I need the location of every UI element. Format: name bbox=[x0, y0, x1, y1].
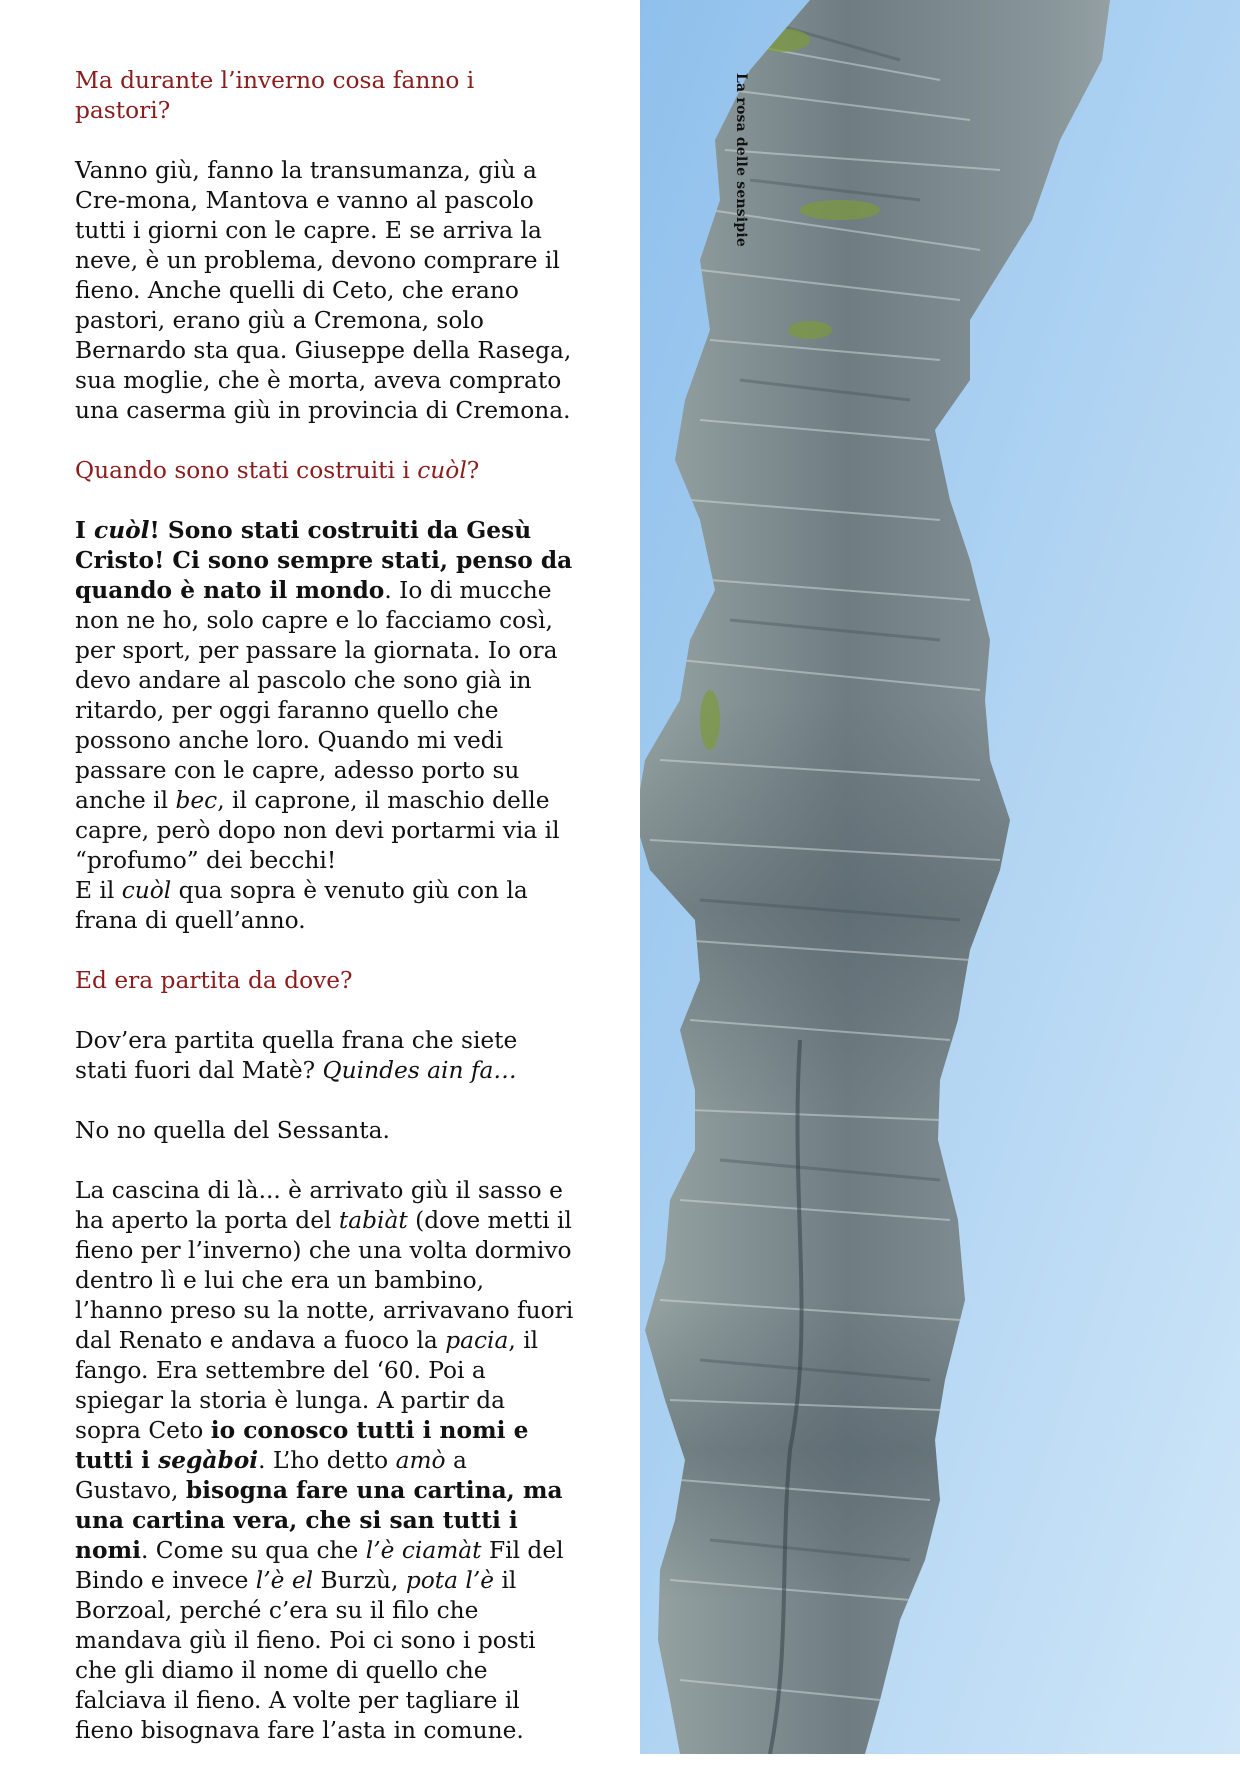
interview-text bbox=[75, 66, 575, 1776]
text-segment: cuòl bbox=[417, 457, 467, 484]
text-segment: pota l’è bbox=[405, 1567, 495, 1594]
text-segment: ! Sono stati costruiti da Gesù Cristo! Ci sono sempre stati, penso da quando è nato il mondo bbox=[75, 517, 573, 604]
text-segment: Vanno giù, fanno la transumanza, giù a Cre-mona, Mantova e vanno al pascolo tutti i giorni con le capre. E se arriva la neve, è un problema, devono comprare il fieno. Anche quelli di Ceto, che erano pastori, erano giù a Cremona, solo Bernardo sta qua. Giuseppe della Rasega, sua moglie, che è morta, aveva comprato una caserma giù in provincia di Cremona. bbox=[75, 157, 572, 424]
text-segment: l’è ciamàt bbox=[365, 1537, 482, 1564]
text-segment: cuòl bbox=[121, 877, 172, 904]
text-segment: tabiàt bbox=[338, 1207, 408, 1234]
text-segment: qua sopra è venuto giù con la frana di quell’anno. bbox=[75, 877, 528, 934]
text-segment: Ed era partita da dove? bbox=[75, 967, 353, 994]
text-segment: . Come su qua che bbox=[140, 1537, 366, 1564]
text-segment: Dov’era partita quella frana che siete stati fuori dal Matè? bbox=[75, 1027, 518, 1084]
text-segment: Quando sono stati costruiti i bbox=[75, 457, 418, 484]
text-segment: l’è el bbox=[255, 1567, 314, 1594]
text-segment: Burzù, bbox=[313, 1567, 406, 1594]
text-segment: (dove metti il fieno per l’inverno) che una volta dormivo dentro lì e lui che era un bambino, l’hanno preso su la notte, arrivavano fuori dal Renato e andava a fuoco la bbox=[75, 1207, 574, 1354]
text-segment: La cascina di là... è arrivato giù il sasso e ha aperto la porta del bbox=[75, 1177, 563, 1234]
text-segment: , il fango. Era settembre del ‘60. Poi a spiegar la storia è lunga. A partir da sopra Ceto bbox=[75, 1327, 539, 1444]
text-segment: Fil del Bindo e invece bbox=[75, 1537, 564, 1594]
question-paragraph bbox=[75, 66, 575, 126]
answer-paragraph bbox=[75, 876, 575, 936]
text-segment: pacia bbox=[445, 1327, 509, 1354]
text-segment: segàboi bbox=[158, 1447, 259, 1474]
answer-paragraph bbox=[75, 1116, 575, 1146]
text-segment: cuòl bbox=[94, 517, 150, 544]
text-segment: ? bbox=[466, 457, 480, 484]
text-segment: . Io di mucche non ne ho, solo capre e lo facciamo così, per sport, per passare la giornata. Io ora devo andare al pascolo che sono già in ritardo, per oggi faranno quello che possono anche loro. Quando mi vedi passare con le capre, adesso porto su anche il bbox=[75, 577, 558, 814]
rock-ridge-photo bbox=[640, 0, 1240, 1754]
text-segment: Quindes ain fa… bbox=[322, 1057, 517, 1084]
text-segment: . L’ho detto bbox=[258, 1447, 396, 1474]
rock-ridge-icon bbox=[640, 0, 1240, 1754]
text-segment: bisogna fare una cartina, ma una cartina vera, che si san tutti i nomi bbox=[75, 1477, 563, 1564]
text-segment: , il caprone, il maschio delle capre, però dopo non devi portarmi via il “profumo” dei becchi! bbox=[75, 787, 560, 874]
answer-paragraph bbox=[75, 1026, 575, 1086]
answer-paragraph bbox=[75, 1176, 575, 1746]
question-paragraph bbox=[75, 456, 575, 486]
text-segment: No no quella del Sessanta. bbox=[75, 1117, 390, 1144]
answer-paragraph bbox=[75, 516, 575, 876]
text-segment: amò bbox=[395, 1447, 446, 1474]
question-paragraph bbox=[75, 966, 575, 996]
text-segment: Ma durante l’inverno cosa fanno i pastori? bbox=[75, 67, 475, 124]
text-segment: il Borzoal, perché c’era su il filo che mandava giù il fieno. Poi ci sono i posti che gli diamo il nome di quello che falciava il fieno. A volte per tagliare il fieno bisognava fare l’asta in comune. bbox=[75, 1567, 536, 1744]
text-segment: I bbox=[75, 517, 95, 544]
text-segment: a Gustavo, bbox=[75, 1447, 467, 1504]
text-segment: E il bbox=[75, 877, 122, 904]
running-head: La rosa delle sensipie bbox=[733, 73, 749, 248]
text-segment: io conosco tutti i nomi e tutti i bbox=[75, 1417, 529, 1474]
answer-paragraph bbox=[75, 156, 575, 426]
text-segment: bec bbox=[175, 787, 218, 814]
